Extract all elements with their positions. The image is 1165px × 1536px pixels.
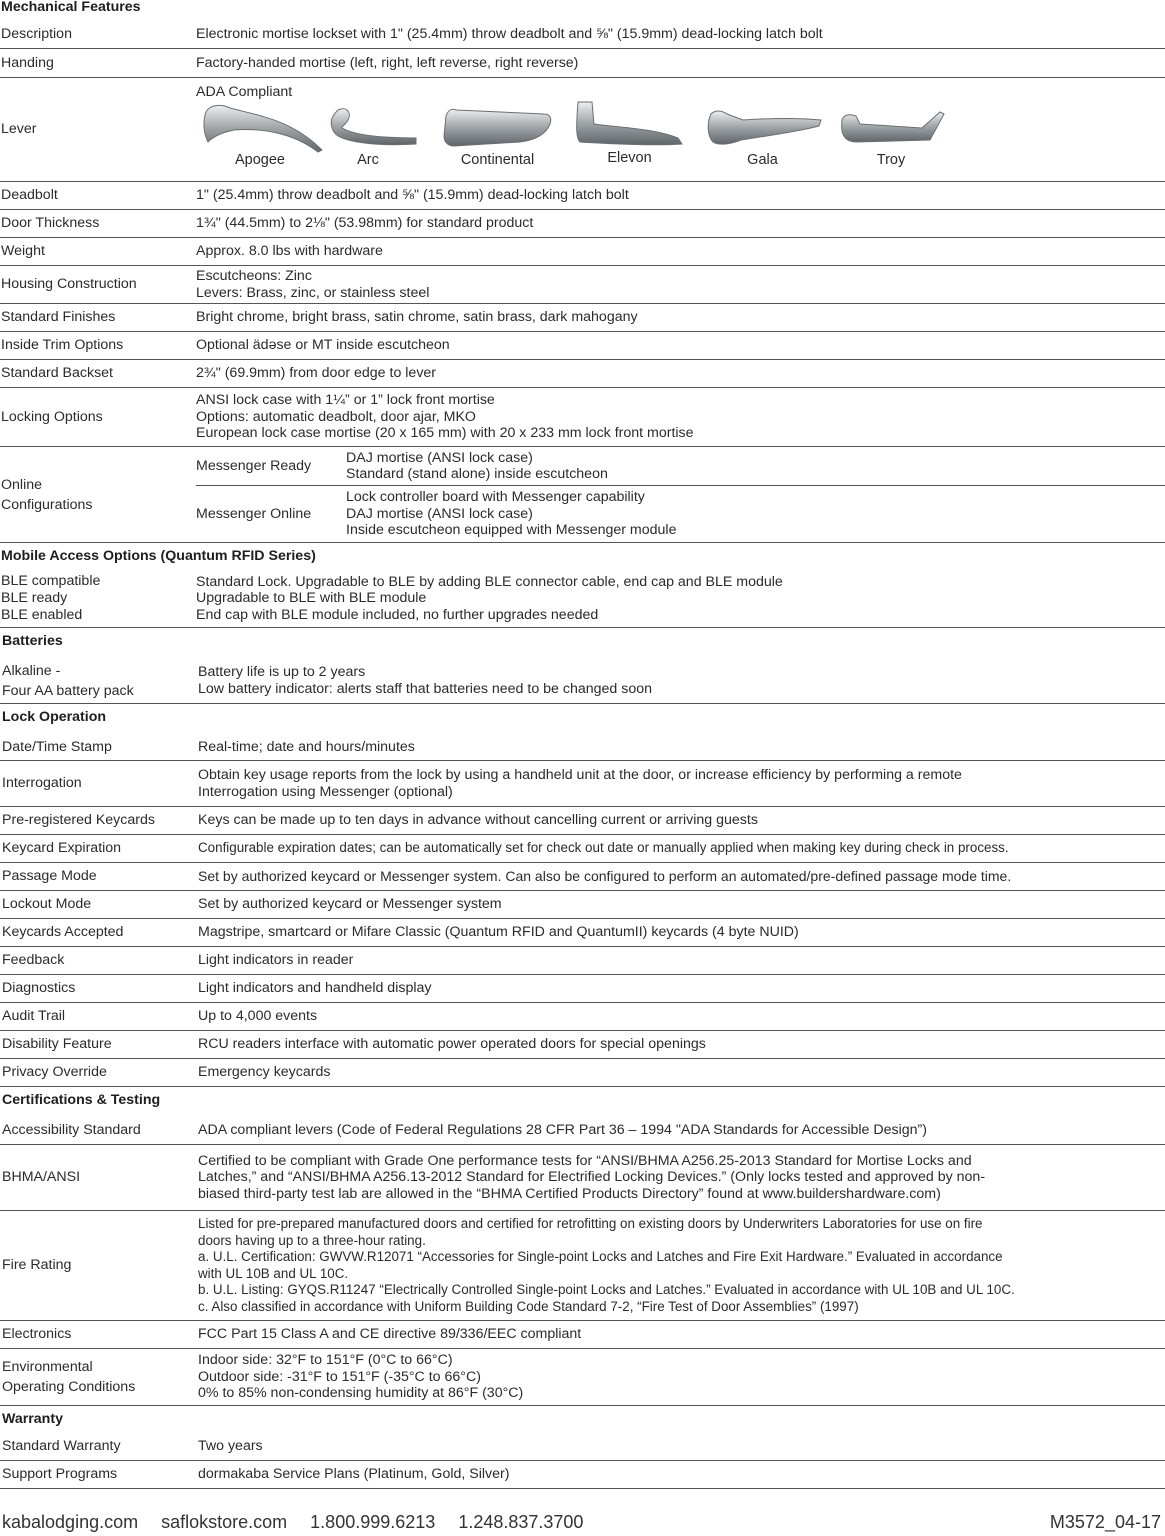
sub-label: Messenger Ready xyxy=(196,458,312,474)
label: Inside Trim Options xyxy=(1,337,124,353)
row-ble xyxy=(0,570,1165,628)
value: Bright chrome, bright brass, satin chrome, satin brass, dark mahogany xyxy=(196,309,638,326)
phone-number-1: 1.800.999.6213 xyxy=(310,1512,436,1532)
value: Two years xyxy=(198,1438,263,1455)
row-locking-options xyxy=(0,388,1165,447)
label: Date/Time Stamp xyxy=(2,738,112,755)
section-title-lock-operation: Lock Operation xyxy=(2,709,107,725)
value: Magstripe, smartcard or Mifare Classic (Quantum RFID and QuantumII) keycards (4 byte NUID) xyxy=(198,924,799,941)
label: Accessibility Standard xyxy=(2,1122,141,1138)
row-standard-warranty xyxy=(0,1433,1165,1461)
label: Passage Mode xyxy=(2,868,97,884)
lever-elevon xyxy=(572,98,687,166)
messenger-ready xyxy=(196,447,1165,485)
value: Certified to be compliant with Grade One performance tests for “ANSI/BHMA A256.25-2013 Standard for Mortise Locks and Latches,” and “ANSI/BHMA A256.13-2012 Standard for Electrified Locking Devices.” (Only locks tested and approved by non- biased third-party test lab are allowed in the “BHMA Certified Products Directory” found at www.buildershardware.com) xyxy=(198,1152,986,1202)
row-lever xyxy=(0,78,1165,182)
row-support-programs xyxy=(0,1461,1165,1489)
row-pre-registered xyxy=(0,807,1165,835)
lever-gala-label: Gala xyxy=(747,151,778,168)
value: ANSI lock case with 1¼” or 1” lock front mortise Options: automatic deadbolt, door ajar, MKO European lock case mortise (20 x 165 mm) with 20 x 233 mm lock front mortise xyxy=(196,392,694,442)
row-keycard-expiration xyxy=(0,835,1165,863)
messenger-online xyxy=(196,485,1165,542)
label: Support Programs xyxy=(2,1466,118,1482)
sub-value: Lock controller board with Messenger capability DAJ mortise (ANSI lock case) Inside escutcheon equipped with Messenger module xyxy=(346,489,677,539)
value: Set by authorized keycard or Messenger system xyxy=(198,896,502,913)
value: Real-time; date and hours/minutes xyxy=(198,738,415,755)
value: ADA compliant levers (Code of Federal Regulations 28 CFR Part 36 – 1994 "ADA Standards for Accessible Design”) xyxy=(198,1122,927,1139)
row-lockout-mode xyxy=(0,891,1165,919)
row-backset xyxy=(0,360,1165,388)
row-handing xyxy=(0,49,1165,78)
document-code: M3572_04-17 xyxy=(1049,1512,1161,1532)
label: Weight xyxy=(1,243,45,259)
section-title-mechanical: Mechanical Features xyxy=(1,0,141,15)
section-title-certifications: Certifications & Testing xyxy=(2,1092,161,1108)
value: Emergency keycards xyxy=(198,1064,331,1081)
row-housing xyxy=(0,266,1165,304)
label: BLE compatible BLE ready BLE enabled xyxy=(1,573,101,623)
value: RCU readers interface with automatic power operated doors for special openings xyxy=(198,1036,706,1053)
label: Housing Construction xyxy=(1,276,137,292)
lever-troy-image xyxy=(836,102,946,154)
value: Battery life is up to 2 years Low battery indicator: alerts staff that batteries need to be changed soon xyxy=(198,664,653,697)
lever-apogee-label: Apogee xyxy=(235,151,285,168)
label: Diagnostics xyxy=(2,980,76,996)
label: Electronics xyxy=(2,1326,72,1342)
section-title-warranty: Warranty xyxy=(2,1411,63,1427)
row-disability-feature xyxy=(0,1031,1165,1059)
value: 2¾" (69.9mm) from door edge to lever xyxy=(196,365,437,382)
value: Factory-handed mortise (left, right, left reverse, right reverse) xyxy=(196,54,579,71)
row-batteries xyxy=(0,658,1165,704)
section-title-mobile: Mobile Access Options (Quantum RFID Series) xyxy=(1,548,316,564)
website-link-kabalodging[interactable]: kabalodging.com xyxy=(2,1512,139,1532)
value: Electronic mortise lockset with 1" (25.4mm) throw deadbolt and ⅝" (15.9mm) dead-locking latch bolt xyxy=(196,25,823,42)
row-privacy-override xyxy=(0,1059,1165,1087)
row-audit-trail xyxy=(0,1003,1165,1031)
row-weight xyxy=(0,238,1165,266)
lever-gallery xyxy=(196,102,956,168)
lever-apogee-image xyxy=(200,102,325,154)
value: 1" (25.4mm) throw deadbolt and ⅝" (15.9mm) dead-locking latch bolt xyxy=(196,187,629,204)
row-accessibility xyxy=(0,1117,1165,1145)
value: FCC Part 15 Class A and CE directive 89/336/EEC compliant xyxy=(198,1326,582,1343)
label: Feedback xyxy=(2,952,65,968)
label: Deadbolt xyxy=(1,187,58,203)
website-link-saflokstore[interactable]: saflokstore.com xyxy=(161,1512,288,1532)
row-diagnostics xyxy=(0,975,1165,1003)
footer xyxy=(0,1506,1165,1536)
label: Description xyxy=(1,25,72,42)
label: Pre-registered Keycards xyxy=(2,812,155,828)
row-description xyxy=(0,20,1165,49)
label: Environmental Operating Conditions xyxy=(2,1359,136,1395)
row-online-configurations xyxy=(0,447,1165,543)
lever-gala xyxy=(701,102,824,168)
row-bhma xyxy=(0,1145,1165,1211)
label: Standard Backset xyxy=(1,365,113,381)
lever-elevon-image xyxy=(572,98,687,150)
label: Online Configurations xyxy=(1,476,93,513)
lever-arc-image xyxy=(316,102,420,154)
row-deadbolt xyxy=(0,182,1165,210)
row-keycards-accepted xyxy=(0,919,1165,947)
value: 1¾" (44.5mm) to 2⅛" (53.98mm) for standard product xyxy=(196,215,534,232)
row-environmental xyxy=(0,1349,1165,1406)
lever-continental-label: Continental xyxy=(460,151,535,168)
phone-number-2: 1.248.837.3700 xyxy=(458,1512,584,1532)
row-date-time-stamp xyxy=(0,734,1165,761)
row-fire-rating xyxy=(0,1211,1165,1321)
value: Set by authorized keycard or Messenger system. Can also be configured to perform an automated/pre-defined passage mode time. xyxy=(198,868,1012,885)
lever-arc xyxy=(316,102,420,168)
row-door-thickness xyxy=(0,210,1165,238)
label: Door Thickness xyxy=(1,215,100,231)
label: Privacy Override xyxy=(2,1064,107,1080)
lever-troy-label: Troy xyxy=(876,151,906,168)
value: Up to 4,000 events xyxy=(198,1008,318,1025)
label: Handing xyxy=(1,54,54,71)
section-title-batteries: Batteries xyxy=(2,633,63,649)
ada-note: ADA Compliant xyxy=(196,84,293,100)
label: Lockout Mode xyxy=(2,896,92,912)
label: Disability Feature xyxy=(2,1036,112,1052)
value: Light indicators in reader xyxy=(198,952,354,969)
lever-apogee xyxy=(200,102,320,168)
value: Configurable expiration dates; can be automatically set for check out date or manually applied when making key during check in process. xyxy=(198,840,1009,856)
label: Keycards Accepted xyxy=(2,924,124,940)
row-passage-mode xyxy=(0,863,1165,891)
value: Indoor side: 32°F to 151°F (0°C to 66°C) Outdoor side: -31°F to 151°F (-35°C to 66°C) 0% to 85% non-condensing humidity at 86°F (30°C) xyxy=(198,1352,524,1402)
label: Locking Options xyxy=(1,408,103,425)
value: Escutcheons: Zinc Levers: Brass, zinc, or stainless steel xyxy=(196,268,430,301)
label: Audit Trail xyxy=(2,1008,66,1024)
lever-continental-image xyxy=(440,102,555,154)
row-finishes xyxy=(0,304,1165,332)
lever-elevon-label: Elevon xyxy=(607,149,652,166)
label: Interrogation xyxy=(2,775,82,791)
value: Approx. 8.0 lbs with hardware xyxy=(196,243,383,260)
row-inside-trim xyxy=(0,332,1165,360)
row-electronics xyxy=(0,1321,1165,1349)
value: Listed for pre-prepared manufactured doors and certified for retrofitting on existing doors by Underwriters Laboratories for use on fire doors having up to a three-hour rating. a. U.L. Certification: GWVW.R12071 “Accessories for Single-point Locks and Latches and Fire Exit Hardware.” Evaluated in accordance with UL 10B and UL 10C. b. U.L. Listing: GYQS.R11247 “Electrically Controlled Single-point Locks and Latches.” Evaluated in accordance with UL 10B and UL 10C. c. Also classified in accordance with Uniform Building Code Standard 7-2, “Fire Test of Door Assemblies” (1997) xyxy=(198,1216,1015,1314)
lever-troy xyxy=(836,102,946,168)
lever-arc-label: Arc xyxy=(357,151,379,168)
label: Keycard Expiration xyxy=(2,840,122,856)
value: Obtain key usage reports from the lock by using a handheld unit at the door, or increase efficiency by performing a remote Interrogation using Messenger (optional) xyxy=(198,767,962,800)
label: Fire Rating xyxy=(2,1257,72,1273)
lever-continental xyxy=(440,102,555,168)
value: Standard Lock. Upgradable to BLE by adding BLE connector cable, end cap and BLE module Upgradable to BLE with BLE module End cap with BLE module included, no further upgrades needed xyxy=(196,573,783,623)
label: BHMA/ANSI xyxy=(2,1169,81,1185)
sub-label: Messenger Online xyxy=(196,506,312,522)
value: Optional ädəse or MT inside escutcheon xyxy=(196,337,450,354)
value: Light indicators and handheld display xyxy=(198,980,432,997)
label: Alkaline - Four AA battery pack xyxy=(2,662,134,699)
label: Standard Finishes xyxy=(1,309,116,325)
label: Lever xyxy=(1,121,37,137)
lever-gala-image xyxy=(701,102,824,154)
row-interrogation xyxy=(0,761,1165,807)
row-feedback xyxy=(0,947,1165,975)
sub-value: DAJ mortise (ANSI lock case) Standard (stand alone) inside escutcheon xyxy=(346,449,608,482)
value: dormakaba Service Plans (Platinum, Gold, Silver) xyxy=(198,1466,510,1483)
value: Keys can be made up to ten days in advance without cancelling current or arriving guests xyxy=(198,812,758,829)
label: Standard Warranty xyxy=(2,1438,121,1454)
